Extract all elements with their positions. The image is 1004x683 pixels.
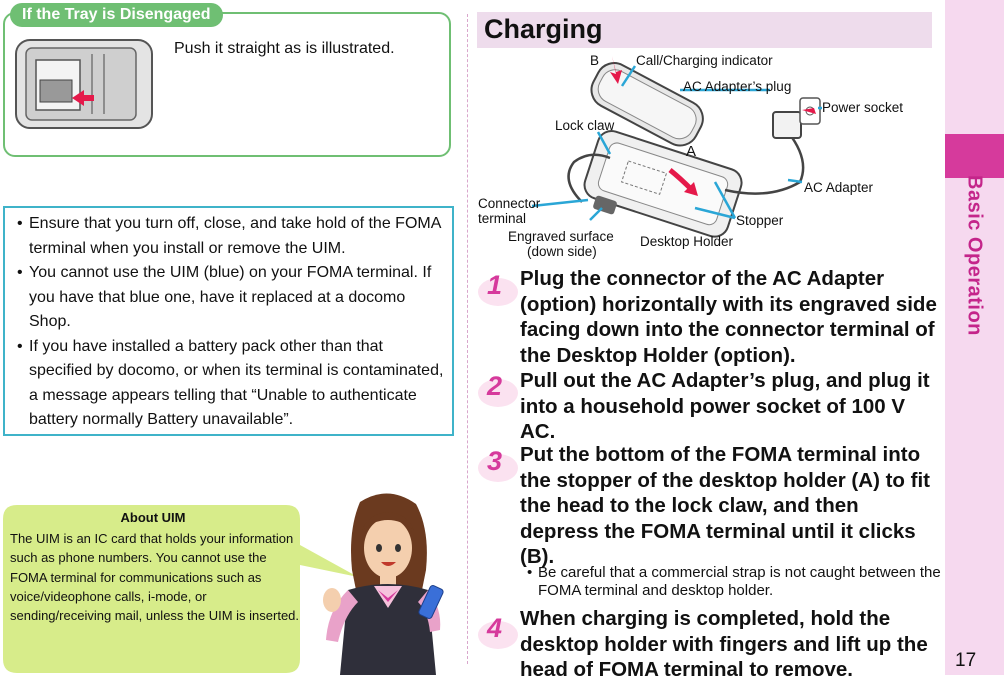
tray-label: If the Tray is Disengaged [10, 3, 223, 27]
notes-list [5, 208, 452, 433]
uim-body: The UIM is an IC card that holds your information such as phone numbers. You cannot use the FOMA terminal for communications such as voice/videophone calls, i-mode, or sending/receiving mail, unless the UIM is inserted. [10, 531, 300, 624]
girl-illustration [318, 490, 458, 675]
step-number: 1 [487, 270, 503, 300]
step-number: 3 [487, 446, 503, 476]
label-ac-adapter: AC Adapter [804, 180, 874, 195]
tray-illustration [12, 34, 157, 134]
label-terminal: terminal [478, 211, 527, 226]
note-item: • If you have installed a battery pack other than that specified by docomo, or when its terminal is contaminated, a message appears telling that “Unable to authenticate battery normally Battery unavailable”. [17, 335, 444, 433]
note-item: • You cannot use the UIM (blue) on your FOMA terminal. If you have that blue one, have it replaced at a docomo Shop. [17, 261, 444, 335]
label-a: A [686, 143, 697, 160]
label-b: B [590, 53, 600, 68]
label-ac-plug: AC Adapter’s plug [683, 79, 792, 94]
label-connector: Connector [478, 196, 541, 211]
side-tab-accent [945, 134, 1004, 178]
step-number: 2 [487, 371, 503, 401]
charging-title: Charging [484, 14, 603, 44]
label-stopper: Stopper [736, 213, 784, 228]
page-number: 17 [955, 650, 977, 671]
step-text: Put the bottom of the FOMA terminal into the stopper of the desktop holder (A) to fit the head to the lock claw, and then depress the FOMA terminal until it clicks (B). [520, 443, 930, 568]
tray-instruction: Push it straight as is illustrated. [174, 40, 395, 57]
uim-title: About UIM [120, 510, 186, 525]
step-note: • Be careful that a commercial strap is not caught between the FOMA terminal and desktop holder. [527, 564, 948, 600]
label-engraved: Engraved surface [508, 229, 614, 244]
step-text: When charging is completed, hold the desktop holder with fingers and lift up the head of FOMA terminal to remove. [520, 607, 928, 681]
section-title: Basic Operation [963, 175, 986, 336]
note-item: • Ensure that you turn off, close, and take hold of the FOMA terminal when you install or remove the UIM. [17, 212, 444, 261]
step-number: 4 [487, 613, 503, 643]
label-call-indicator: Call/Charging indicator [636, 53, 773, 68]
step-text: Pull out the AC Adapter’s plug, and plug it into a household power socket of 100 V AC. [520, 369, 930, 443]
notes-box [3, 206, 454, 436]
column-divider [467, 14, 468, 664]
label-power-socket: Power socket [822, 100, 904, 115]
label-down-side: (down side) [527, 244, 597, 259]
label-lock-claw: Lock claw [555, 118, 615, 133]
label-desktop-holder: Desktop Holder [640, 234, 734, 249]
step-text: Plug the connector of the AC Adapter (option) horizontally with its engraved side facing down into the connector terminal of the Desktop Holder (option). [520, 267, 937, 367]
